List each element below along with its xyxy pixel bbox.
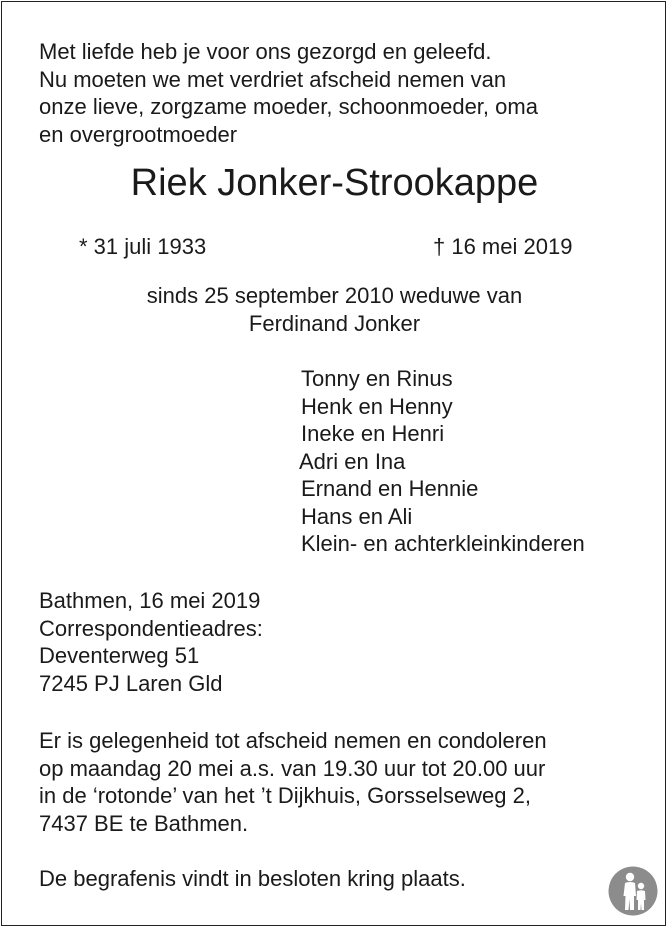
condolence-line: in de ‘rotonde’ van het ’t Dijkhuis, Gorsselseweg 2, [39,783,531,808]
address-heading: Correspondentieadres: [39,615,263,641]
spouse-name: Ferdinand Jonker [248,310,421,336]
intro-line: Met liefde heb je voor ons gezorgd en geleefd. [39,39,492,64]
condolence-line: Er is gelegenheid tot afscheid nemen en condoleren [39,728,547,753]
family-list [301,365,585,558]
family-item: Hans en Ali [301,503,413,529]
intro-line: onze lieve, zorgzame moeder, schoonmoeder, oma [39,94,538,119]
widow-text [0,282,669,337]
birth-date: * 31 juli 1933 [79,234,207,259]
condolence-line: 7437 BE te Bathmen. [39,810,249,836]
condolence-info [39,727,547,837]
funeral-note: De begrafenis vindt in besloten kring plaats. [39,866,466,891]
address-street: Deventerweg 51 [39,643,200,668]
death-date: † 16 mei 2019 [433,234,573,259]
widow-line: sinds 25 september 2010 weduwe van [146,283,523,308]
family-item: Ernand en Hennie [301,476,479,501]
intro-line: Nu moeten we met verdriet afscheid nemen van [39,66,507,92]
deceased-name: Riek Jonker-Strookappe [130,162,539,204]
place-date: Bathmen, 16 mei 2019 [39,588,261,613]
address-postcode: 7245 PJ Laren Gld [39,670,223,696]
correspondence-address [39,587,263,697]
memorial-figures-icon [608,866,658,916]
intro-text [39,38,538,148]
family-item: Adri en Ina [299,448,406,474]
family-item: Tonny en Rinus [301,366,453,391]
family-item: Klein- en achterkleinkinderen [301,531,585,556]
intro-line: en overgrootmoeder [39,121,238,147]
family-item: Henk en Henny [301,393,453,419]
family-item: Ineke en Henri [301,421,445,446]
condolence-line: op maandag 20 mei a.s. van 19.30 uur tot 20.00 uur [39,755,546,781]
